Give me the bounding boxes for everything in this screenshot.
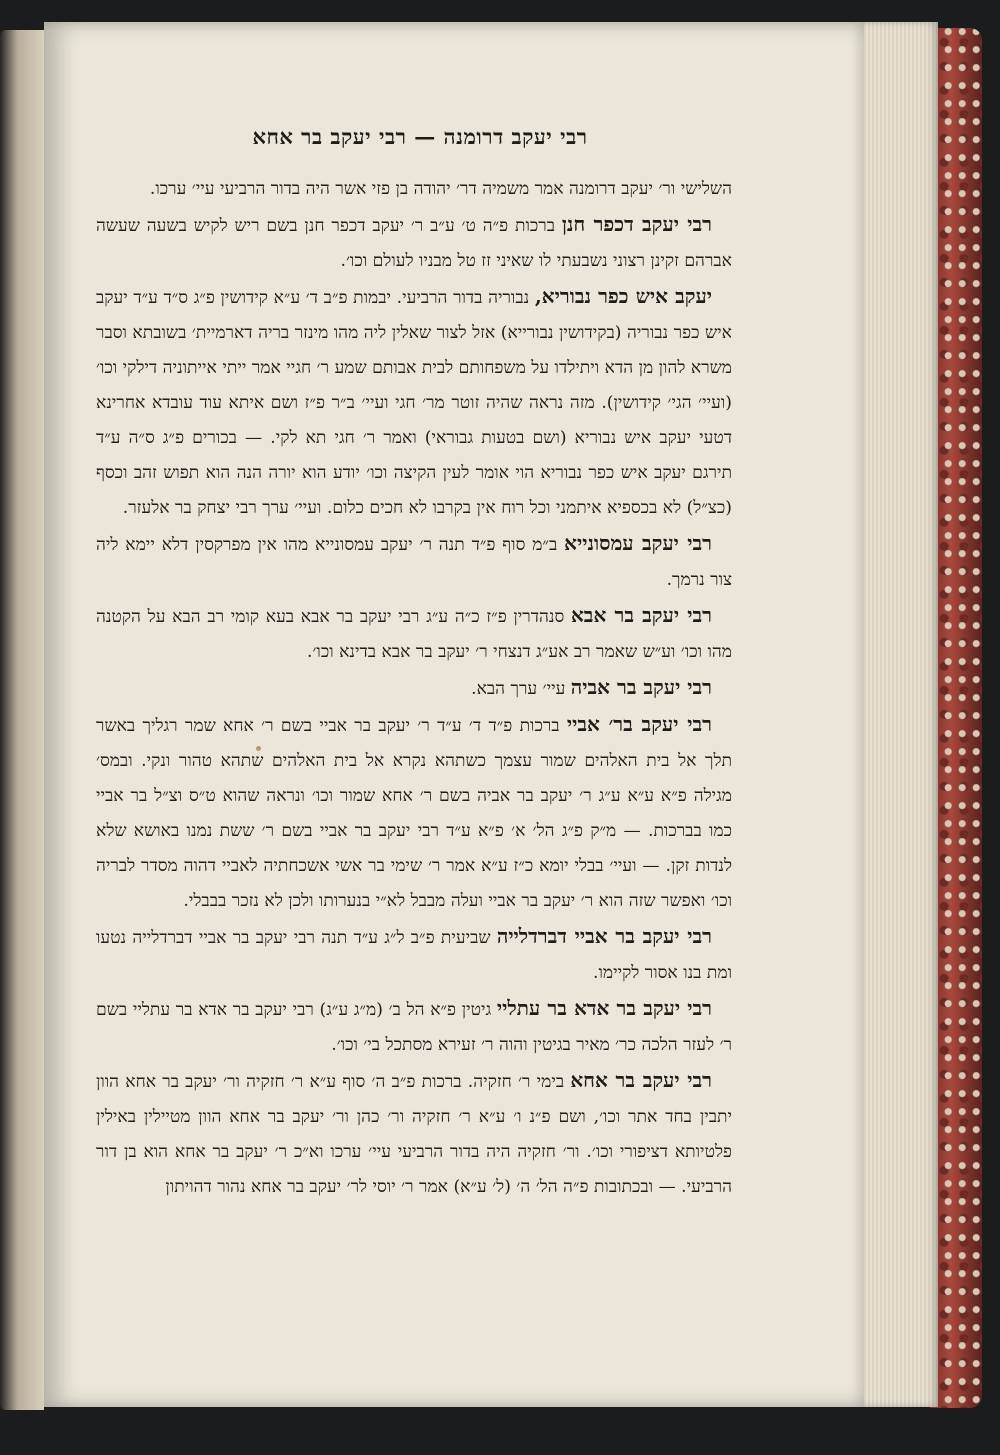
entry-paragraph	[96, 279, 732, 526]
entry-text: גיטין פ״א הל ב׳ (מ״ג ע״ג) רבי יעקב בר אדא בר עתליי בשם ר׳ לעזר הלכה כר׳ מאיר בגיטין והוה ר׳ זעירא מסתכל בי׳ וכו׳.	[96, 1000, 732, 1055]
entry-headword: רבי יעקב בר׳ אביי	[566, 712, 712, 736]
entry-text: ברכות פ״ה ט׳ ע״ב ר׳ יעקב דכפר חנן בשם ריש לקיש בשעה שעשה אברהם זקינן רצוני נשבעתי לו שאיני זז טל מבניו לעולם וכו׳.	[96, 216, 732, 271]
entry-headword: יעקב איש כפר נבוריא,	[534, 284, 713, 308]
entry-text: סנהדרין פ״ז כ״ה ע״ג רבי יעקב בר אבא בעא קומי רב הבא על הקטנה מהו וכו׳ וע״ש שאמר רב אע״ג דנצחי ר׳ יעקב בר אבא בדינא וכו׳.	[96, 607, 732, 662]
entry-headword: רבי יעקב עמסונייא	[564, 531, 712, 555]
entry-paragraph	[96, 707, 732, 919]
entry-headword: רבי יעקב בר אביה	[570, 675, 712, 699]
entry-paragraph	[96, 919, 732, 991]
entry-headword: רבי יעקב בר אבא	[570, 603, 712, 627]
entry-paragraph	[96, 526, 732, 598]
entry-paragraph	[96, 207, 732, 279]
entry-text: עיי׳ ערך הבא.	[471, 679, 571, 699]
running-head: רבי יעקב דרומנה — רבי יעקב בר אחא	[252, 124, 588, 149]
entry-text: בימי ר׳ חזקיה. ברכות פ״ב ה׳ סוף ע״א ר׳ חזקיה ור׳ יעקב בר אחא הוון יתבין בחד אתר וכו׳, ושם פ״נ ו׳ ע״א ר׳ חזקיה ור׳ כהן ור׳ יעקב בר אחא הוון מטיילין באילין פלטיותא דציפורי וכו׳. ור׳ חזקיה היה בדור הרביעי עיי׳ ערכו וא״כ ר׳ יעקב בר אחא הוא בן דור הרביעי. — ובכתובות פ״ה הל׳ ה׳ (ל׳ ע״א) אמר ר׳ יוסי לר׳ יעקב בר אחא נהור דהויתון	[96, 1072, 732, 1197]
paper-speck	[256, 746, 261, 751]
entry-text: נבוריה בדור הרביעי. יבמות פ״ב ד׳ ע״א קידושין פ״ג ס״ד ע״ד יעקב איש כפר נבוריה (בקידושין נבורייא) אזל לצור שאלין ליה מהו מינזר בריה דארמיית׳ בשובתא וסבר משרא להון מן הדא ויתילדו על משפחותם לבית אבותם שמע ר׳ חגיי אמר ייתי אייתוניה דילקי וכו׳ (ועיי׳ הגי׳ קידושין). מזה נראה שהיה זוטר מר׳ חגי ועיי׳ ב״ר פ״ז ושם איתא עוד עובדא אחרינא דטעי יעקב איש נבוריא (ושם בטעות גבוראי) ואמר ר׳ חגי תא לקי. — בכורים פ״ג ס״ה ע״ד תירגם יעקב איש כפר נבוריא הוי אומר לעין הקיצה וכו׳ יודע הוא יורה הנה הוא תפוש זהב וכסף (כצ״ל) לא בכספיא איתמני וכל רוח אין בקרבו לא חכים כלום. ועיי׳ ערך רבי יצחק בר אלעזר.	[96, 288, 732, 518]
entry-paragraph	[96, 172, 732, 207]
entry-paragraph	[96, 991, 732, 1063]
entry-headword: רבי יעקב בר אביי דברדלייה	[496, 924, 712, 948]
entry-paragraph	[96, 1063, 732, 1205]
page-body	[96, 172, 732, 1205]
entry-headword: רבי יעקב בר אחא	[570, 1068, 713, 1092]
entry-text: ב״מ סוף פ״ד תנה ר׳ יעקב עמסונייא מהו אין מפרקסין דלא יימא ליה צור נרמך.	[96, 535, 732, 590]
entry-text: שביעית פ״ב ל״ג ע״ד תנה רבי יעקב בר אביי דברדלייה נטעו ומת בנו אסור לקיימו.	[96, 928, 732, 983]
entry-paragraph	[96, 598, 732, 670]
entry-paragraph	[96, 670, 732, 707]
entry-headword: רבי יעקב בר אדא בר עתליי	[496, 996, 713, 1020]
entry-text: השלישי ור׳ יעקב דרומנה אמר משמיה דר׳ יהודה בן פזי אשר היה בדור הרביעי עיי׳ ערכו.	[149, 179, 732, 199]
entry-headword: רבי יעקב דכפר חנן	[561, 212, 712, 236]
entry-text: ברכות פ״ד ד׳ ע״ד ר׳ יעקב בר אביי בשם ר׳ אחא שמר רגליך באשר תלך אל בית האלהים שמור עצמך כשתהא נקרא אל בית האלהים שתהא טהור ונקי. ובמס׳ מגילה פ״א ע״א ע״ג ר׳ יעקב בר אביה בשם ר׳ אחא שמור וכו׳ ונראה שהוא ט״ס וצ״ל בר אביי כמו בברכות. — מ״ק פ״ג הל׳ א׳ פ״א ע״ד רבי יעקב בר אביי בשם ר׳ ששת נמנו באושא שלא לנדות זקן. — ועיי׳ בבלי יומא כ״ז ע״א אמר ר׳ שימי בר אשי אשכחתיה לאביי דהוה מסדר לבריה וכו׳ ואפשר שזה הוא ר׳ יעקב בר אביי ועלה מבבל לא״י בנערותו ולכן לא נזכר בבבלי.	[96, 716, 732, 911]
left-page-edge	[0, 30, 44, 1410]
page-stack-edges	[858, 22, 938, 1407]
